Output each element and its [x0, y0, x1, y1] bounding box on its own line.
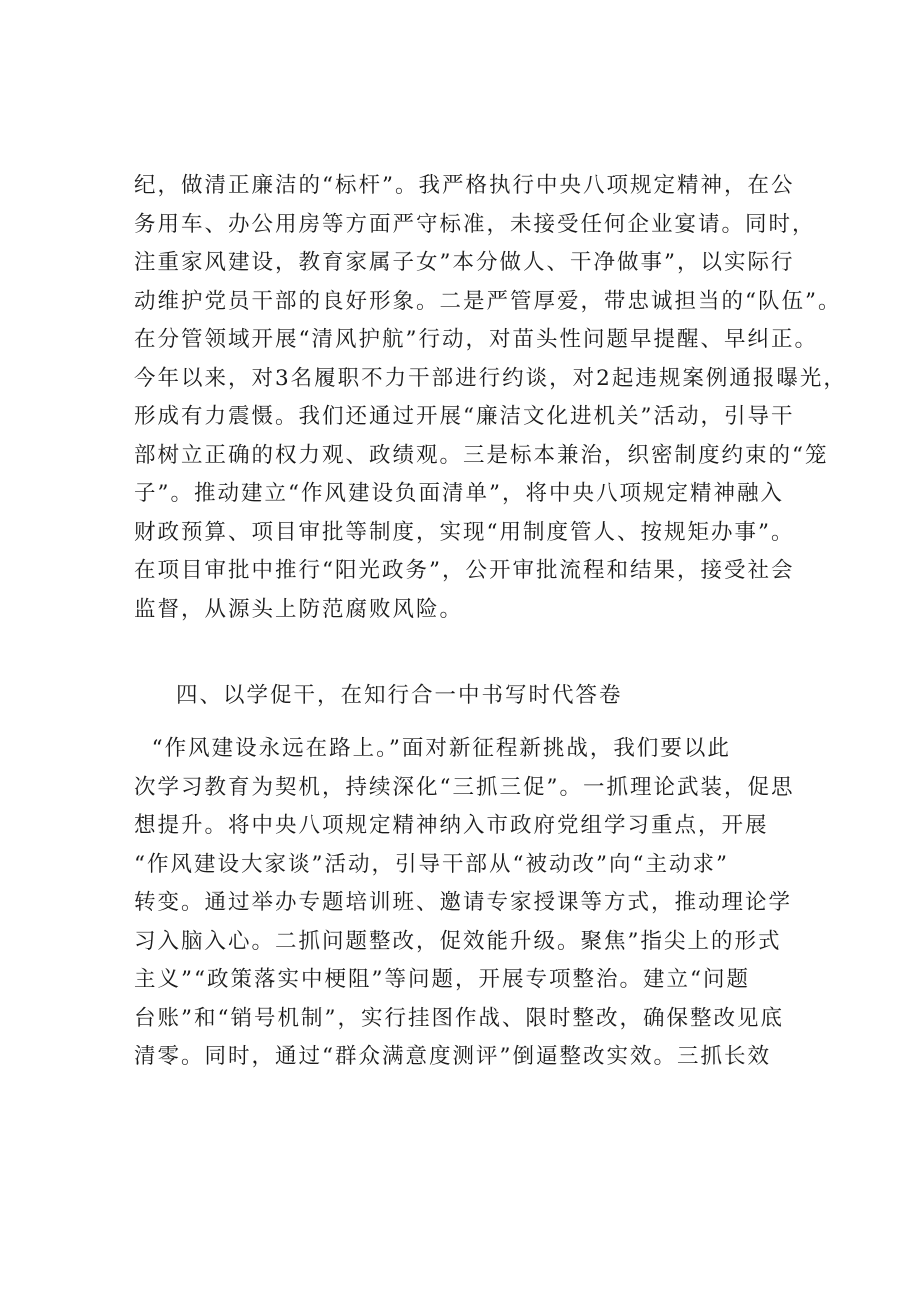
paragraph-study-practice — [134, 730, 814, 1077]
paragraph-line: 财政预算、项目审批等制度，实现“用制度管人、按规矩办事”。 — [134, 519, 795, 545]
paragraph-line: 主义”“政策落实中梗阻”等问题，开展专项整治。建立“问题 — [134, 967, 750, 992]
paragraph-line: 形成有力震慑。我们还通过开展“廉洁文化进机关”活动，引导干 — [134, 404, 795, 429]
paragraph-line: 在项目审批中推行“阳光政务”，公开审批流程和结果，接受社会 — [134, 558, 795, 583]
paragraph-line: 务用车、办公用房等方面严守标准，未接受任何企业宴请。同时， — [134, 211, 816, 237]
paragraph-line: 注重家风建设，教育家属子女”本分做人、干净做事”，以实际行 — [134, 250, 795, 275]
paragraph-line: 部树立正确的权力观、政绩观。三是标本兼治，织密制度约束的“笼 — [134, 442, 829, 468]
paragraph-line: 清零。同时，通过“群众满意度测评”倒逼整改实效。三抓长效 — [134, 1044, 771, 1069]
paragraph-discipline — [134, 167, 847, 629]
paragraph-line: “作风建设永远在路上。”面对新征程新挑战，我们要以此 — [134, 736, 731, 761]
paragraph-line: 台账”和“销号机制”，实行挂图作战、限时整改，确保整改见底 — [134, 1005, 784, 1031]
paragraph-line: 今年以来，对3名履职不力干部进行约谈，对2起违规案例通报曝光， — [134, 365, 847, 391]
paragraph-line: 纪，做清正廉洁的“标杆”。我严格执行中央八项规定精神，在公 — [134, 173, 795, 198]
paragraph-line: 想提升。将中央八项规定精神纳入市政府党组学习重点，开展 — [134, 813, 769, 838]
paragraph-line: 动维护党员干部的良好形象。二是严管厚爱，带忠诚担当的“队伍”。 — [134, 288, 842, 314]
paragraph-line: 子”。推动建立“作风建设负面清单”，将中央八项规定精神融入 — [134, 481, 784, 506]
paragraph-line: 习入脑入心。二抓问题整改，促效能升级。聚焦”指尖上的形式 — [134, 928, 782, 954]
paragraph-line: 监督，从源头上防范腐败风险。 — [134, 596, 464, 622]
paragraph-line: 次学习教育为契机，持续深化“三抓三促”。一抓理论武装，促思 — [134, 774, 795, 800]
paragraph-line: 转变。通过举办专题培训班、邀请专家授课等方式，推动理论学 — [134, 890, 793, 915]
section-heading — [176, 677, 856, 716]
section-heading-text: 四、以学促干，在知行合一中书写时代答卷 — [176, 683, 623, 708]
paragraph-line: “作风建设大家谈”活动，引导干部从“被动改”向“主动求” — [134, 851, 729, 877]
paragraph-line: 在分管领域开展“清风护航”行动，对苗头性问题早提醒、早纠正。 — [134, 327, 818, 352]
